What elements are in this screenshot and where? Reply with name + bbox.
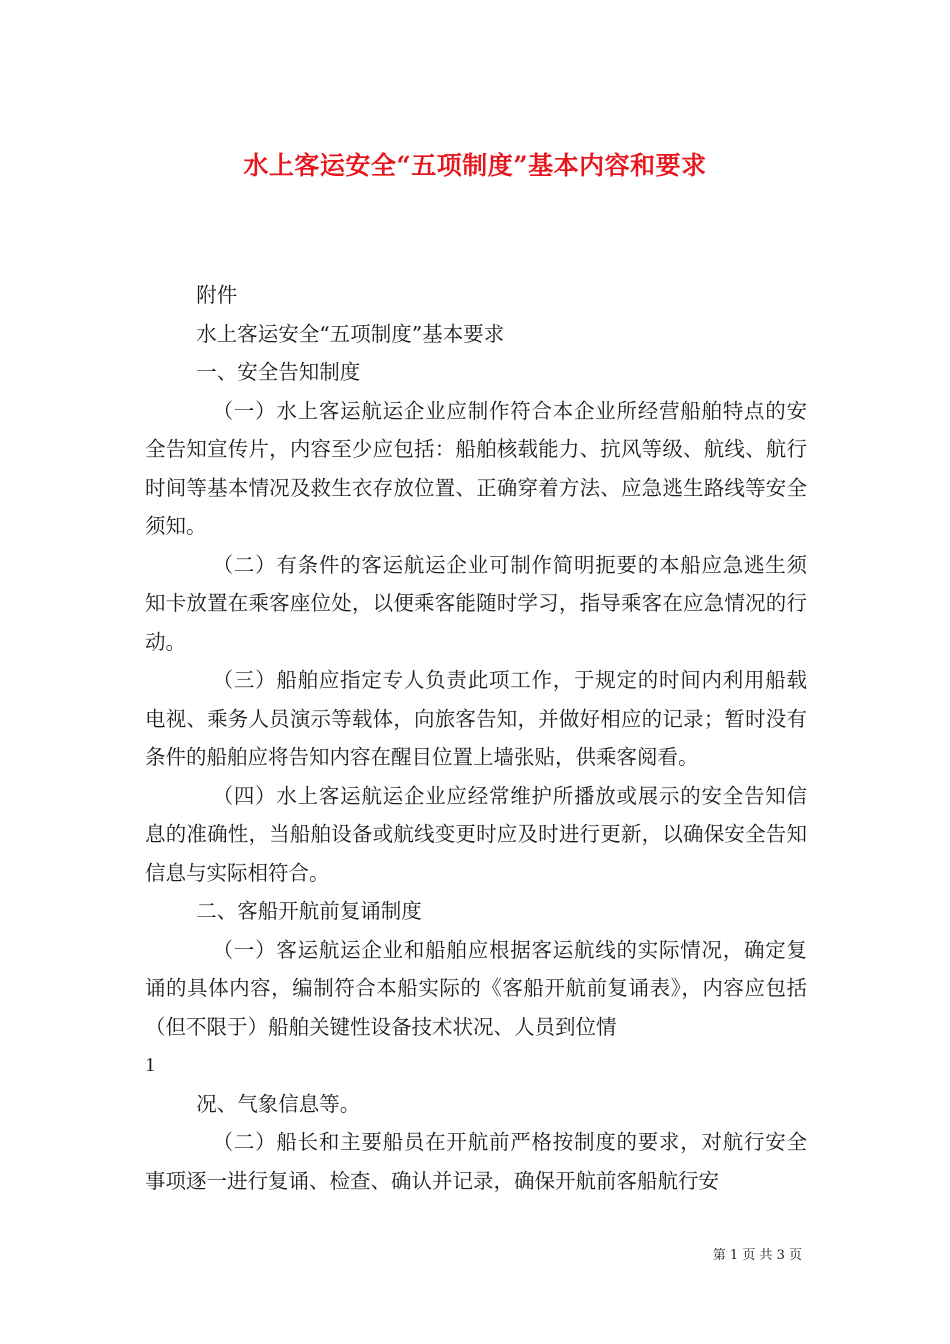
paragraph: （一）客运航运企业和船舶应根据客运航线的实际情况，确定复诵的具体内容，编制符合本船实际的《客船开航前复诵表》，内容应包括（但不限于）船舶关键性设备技术状况、人员到位情 (145, 937, 807, 1039)
attachment-label: 附件 (196, 283, 238, 307)
paragraph: （四）水上客运航运企业应经常维护所播放或展示的安全告知信息的准确性，当船舶设备或航线变更时应及时进行更新，以确保安全告知信息与实际相符合。 (145, 783, 807, 885)
paragraph-continuation: 况、气象信息等。 (196, 1091, 361, 1116)
document-title: 水上客运安全“五项制度”基本内容和要求 (243, 150, 707, 180)
document-body (145, 276, 807, 1200)
paragraph: （一）水上客运航运企业应制作符合本企业所经营船舶特点的安全告知宣传片，内容至少应包括：船舶核载能力、抗风等级、航线、航行时间等基本情况及救生衣存放位置、正确穿着方法、应急逃生路线等安全须知。 (145, 398, 807, 538)
document-subtitle: 水上客运安全“五项制度”基本要求 (196, 321, 505, 346)
paragraph: （三）船舶应指定专人负责此项工作，于规定的时间内利用船载电视、乘务人员演示等载体，向旅客告知，并做好相应的记录；暂时没有条件的船舶应将告知内容在醒目位置上墙张贴，供乘客阅看。 (145, 668, 807, 769)
paragraph: （二）船长和主要船员在开航前严格按制度的要求，对航行安全事项逐一进行复诵、检查、确认并记录，确保开航前客船航行安 (145, 1130, 807, 1193)
page-indicator: 第 1 页 共 3 页 (712, 1248, 802, 1263)
section-heading-1: 一、安全告知制度 (196, 360, 361, 384)
paragraph: （二）有条件的客运航运企业可制作简明扼要的本船应急逃生须知卡放置在乘客座位处，以便乘客能随时学习，指导乘客在应急情况的行动。 (145, 552, 807, 654)
inline-page-number: 1 (145, 1054, 156, 1076)
section-heading-2: 二、客船开航前复诵制度 (196, 899, 422, 923)
